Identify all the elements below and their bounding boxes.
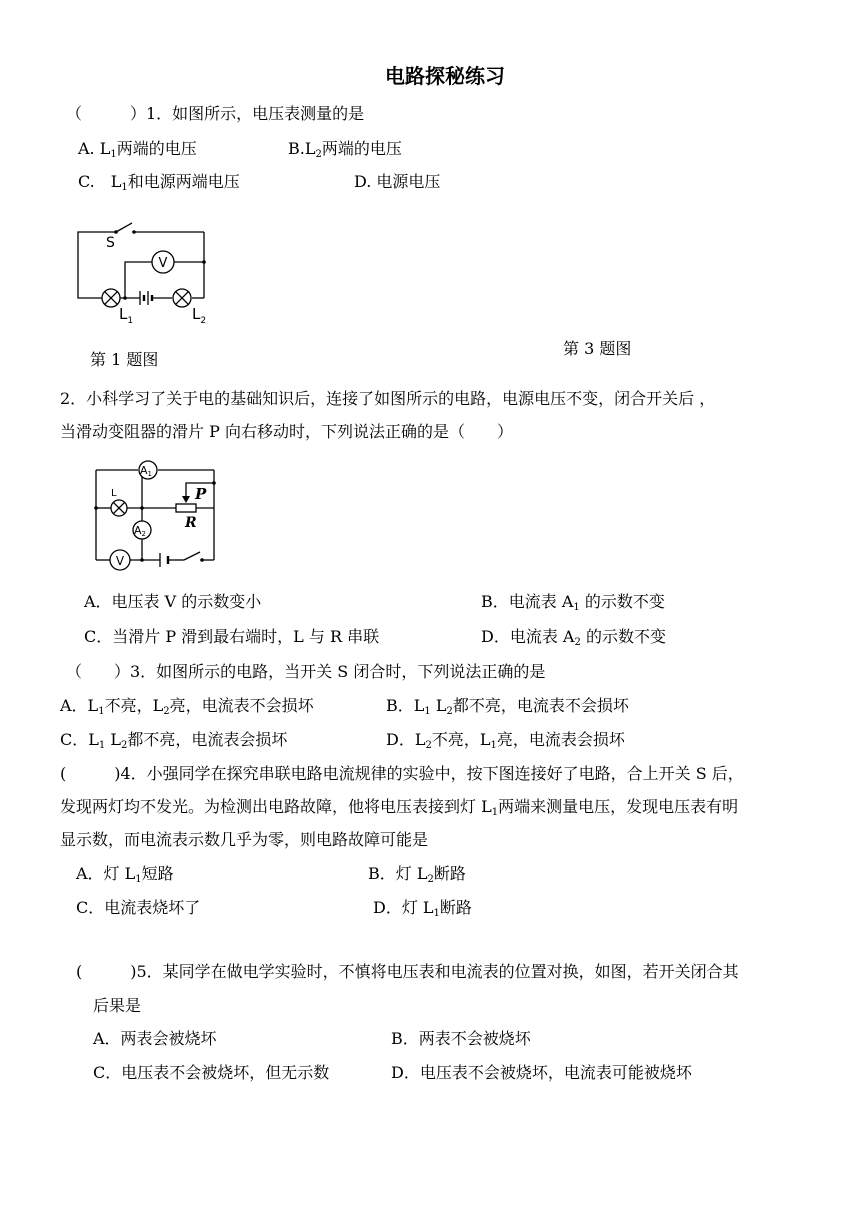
q5-option-b: B．两表不会被烧坏 [391,1029,531,1048]
q2-stem-line1: 2．小科学习了关于电的基础知识后，连接了如图所示的电路，电源电压不变，闭合开关后 ， [60,389,716,408]
slider-label: P [195,485,207,503]
q5-line2: 后果是 [93,996,142,1015]
ammeter-a2-icon [133,521,151,539]
rheostat-icon [176,504,196,512]
lamp-l1-icon [102,289,120,307]
lamp-label: L [111,488,117,499]
q3-option-a: A．$L_1$不亮，$L_2$亮，电流表不会损坏 [60,696,314,717]
q3-option-c: C．$L_1$ $L_2$都不亮，电流表会损坏 [60,730,288,751]
q4-option-b: B．灯 $L_2$断路 [368,864,466,885]
switch-blade [116,223,132,232]
ammeter-a1-icon [139,461,157,479]
q4-line2: 发现两灯均不发光。为检测出电路故障，他将电压表接到灯 $L_1$两端来测量电压，发现电压表有明 [60,797,739,818]
q1-stem: （ ）1．如图所示，电压表测量的是 [66,104,365,123]
lamp-l2-icon [173,289,191,307]
battery-icon [160,553,168,567]
svg-text:V: V [115,554,125,568]
q2-option-a: A．电压表 V 的示数变小 [84,592,262,611]
q2-circuit-diagram [84,458,230,574]
lamp2-label: $L_2$ [192,305,207,326]
q1-option-a: A. $L_1$两端的电压 [78,139,197,160]
battery-icon [140,291,152,305]
q5-line1: ( )5．某同学在做电学实验时，不慎将电压表和电流表的位置对换，如图，若开关闭合其 [76,962,739,981]
svg-text:A1: A1 [140,464,152,478]
q4-option-d: D．灯 $L_1$断路 [373,898,472,919]
q4-line1: ( )4．小强同学在探究串联电路电流规律的实验中，按下图连接好了电路，合上开关 S 后， [60,764,744,783]
q1-option-c: C. $L_1$和电源两端电压 [78,172,240,193]
figure3-caption: 第 3 题图 [563,339,632,358]
voltmeter-icon [152,251,174,273]
switch-label: S [106,235,115,251]
q5-option-d: D．电压表不会被烧坏，电流表可能被烧坏 [391,1063,692,1082]
q3-stem: （ ）3．如图所示的电路，当开关 S 闭合时，下列说法正确的是 [66,662,546,681]
q4-line3: 显示数，而电流表示数几乎为零，则电路故障可能是 [60,830,429,849]
voltmeter-icon [110,550,130,570]
q5-option-c: C．电压表不会被烧坏，但无示数 [93,1063,330,1082]
q2-stem-line2: 当滑动变阻器的滑片 P 向右移动时，下列说法正确的是（ ） [60,422,513,441]
q5-option-a: A．两表会被烧坏 [93,1029,217,1048]
lamp1-label: $L_1$ [119,305,134,326]
q1-option-b: $B.L_2$两端的电压 [288,139,402,160]
figure1-caption: 第 1 题图 [90,350,159,369]
q2-option-d: D．电流表 $A_2$ 的示数不变 [481,627,666,648]
page-title: 电路探秘练习 [385,64,505,88]
rheostat-label: R [185,515,197,531]
q1-circuit-diagram [68,218,218,330]
q1-option-d: D. 电源电压 [354,172,441,191]
lamp-l-icon [111,500,127,516]
svg-text:V: V [158,256,168,271]
q3-option-d: D．$L_2$不亮，$L_1$亮，电流表会损坏 [386,730,625,751]
q4-option-c: C．电流表烧坏了 [76,898,201,917]
q2-option-b: B．电流表 $A_1$ 的示数不变 [481,592,665,613]
q2-option-c: C．当滑片 P 滑到最右端时，L 与 R 串联 [84,627,380,646]
svg-text:A2: A2 [134,524,146,538]
q3-option-b: B．$L_1$ $L_2$都不亮，电流表不会损坏 [386,696,629,717]
q4-option-a: A．灯 $L_1$短路 [76,864,174,885]
